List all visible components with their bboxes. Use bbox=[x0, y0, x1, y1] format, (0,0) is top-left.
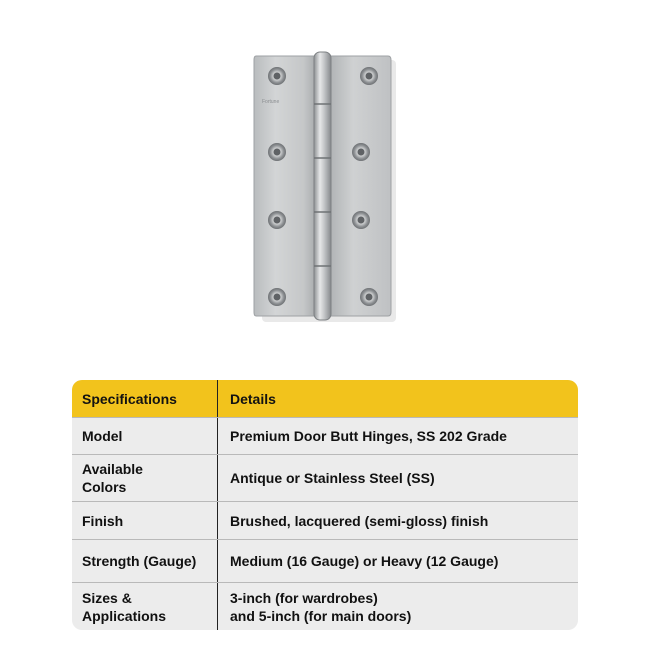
table-row bbox=[72, 539, 578, 582]
specifications-table bbox=[72, 380, 578, 630]
table-row bbox=[72, 501, 578, 539]
row-label: Finish bbox=[72, 502, 218, 539]
row-label: Model bbox=[72, 418, 218, 454]
table-row bbox=[72, 454, 578, 501]
row-value: Premium Door Butt Hinges, SS 202 Grade bbox=[230, 428, 507, 444]
hinge-right-leaf bbox=[328, 56, 391, 316]
row-label: Sizes & Applications bbox=[72, 583, 218, 630]
row-value: 3-inch (for wardrobes) and 5-inch (for main doors) bbox=[230, 589, 412, 624]
row-value: Antique or Stainless Steel (SS) bbox=[230, 470, 435, 486]
table-row bbox=[72, 417, 578, 454]
hinge-left-leaf bbox=[254, 56, 316, 316]
header-details: Details bbox=[230, 390, 276, 407]
table-header-row bbox=[72, 380, 578, 417]
table-row bbox=[72, 582, 578, 630]
hinge-knuckle bbox=[314, 52, 331, 320]
header-specifications: Specifications bbox=[72, 380, 218, 417]
row-value: Medium (16 Gauge) or Heavy (12 Gauge) bbox=[230, 553, 499, 569]
brand-stamp: Fortune bbox=[262, 99, 280, 105]
row-label: Strength (Gauge) bbox=[72, 540, 218, 582]
row-value: Brushed, lacquered (semi-gloss) finish bbox=[230, 512, 489, 529]
row-label: Available Colors bbox=[72, 455, 218, 501]
